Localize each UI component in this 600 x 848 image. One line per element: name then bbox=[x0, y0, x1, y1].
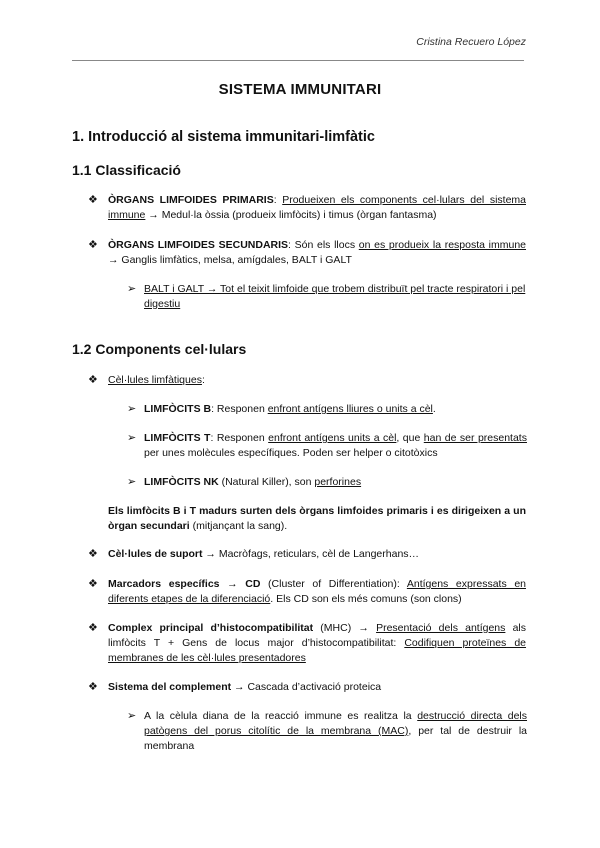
arrow-bullet-icon: ➢ bbox=[127, 432, 137, 444]
diamond-bullet-icon: ❖ bbox=[88, 374, 98, 386]
sub-item-lymphocytes-t: LIMFÒCITS T: Responen enfront antígens units a cèl, que han de ser presentats per unes molècules específiques. Poden ser helper o citotòxics bbox=[144, 432, 527, 459]
sub-item-lymphocytes-nk: LIMFÒCITS NK (Natural Killer), son perforines bbox=[144, 476, 362, 488]
list-item-mhc: Complex principal d’histocompatibilitat (MHC) → Presentació dels antígens als limfòcits T + Gens de locus major d’histocompatibilitat: Codifiquen proteïnes de membranes de les cèl·lules presentadores bbox=[108, 622, 527, 664]
arrow-bullet-icon: ➢ bbox=[127, 403, 137, 415]
list-item-primary-organs: ÒRGANS LIMFOIDES PRIMARIS: Produeixen els components cel·lulars del sistema immune → Medul·la òssia (produeix limfòcits) i timus (òrgan fantasma) bbox=[108, 194, 526, 221]
diamond-bullet-icon: ❖ bbox=[88, 622, 98, 634]
section-1-1-heading: 1.1 Classificació bbox=[72, 162, 181, 178]
diamond-bullet-icon: ❖ bbox=[88, 578, 98, 590]
sub-item-lymphocytes-b: LIMFÒCITS B: Responen enfront antígens lliures o units a cèl. bbox=[144, 403, 436, 415]
list-item-complement-system: Sistema del complement → Cascada d’activació proteica bbox=[108, 681, 382, 693]
list-item-lymphatic-cells: Cèl·lules limfàtiques: bbox=[108, 374, 205, 386]
header-rule bbox=[72, 60, 524, 61]
diamond-bullet-icon: ❖ bbox=[88, 194, 98, 206]
arrow-bullet-icon: ➢ bbox=[127, 710, 137, 722]
list-item-support-cells: Cèl·lules de suport → Macròfags, reticulars, cèl de Langerhans… bbox=[108, 548, 420, 560]
list-item-cd-markers: Marcadors específics → CD (Cluster of Differentiation): Antígens expressats en diferents etapes de la diferenciació. Els CD son els més comuns (son clons) bbox=[108, 578, 526, 605]
term: ÒRGANS LIMFOIDES SECUNDARIS bbox=[108, 239, 289, 251]
author-name: Cristina Recuero López bbox=[416, 36, 526, 48]
arrow-bullet-icon: ➢ bbox=[127, 283, 137, 295]
lymphocyte-maturation-note: Els limfòcits B i T madurs surten dels òrgans limfoides primaris i es dirigeixen a un òrgan secundari (mitjançant la sang). bbox=[108, 505, 526, 532]
sub-item-complement-mac: A la cèlula diana de la reacció immune es realitza la destrucció directa dels patògens del porus citolític de la membrana (MAC), per tal de destruir la membrana bbox=[144, 710, 528, 752]
sub-item-balt-galt: BALT i GALT → Tot el teixit limfoide que trobem distribuït pel tracte respiratori i pel digestiu bbox=[144, 283, 526, 310]
term: ÒRGANS LIMFOIDES PRIMARIS bbox=[108, 194, 274, 206]
page-title: SISTEMA IMMUNITARI bbox=[218, 81, 382, 98]
section-1-2-heading: 1.2 Components cel·lulars bbox=[72, 341, 247, 357]
diamond-bullet-icon: ❖ bbox=[88, 548, 98, 560]
list-item-secondary-organs: ÒRGANS LIMFOIDES SECUNDARIS: Són els llocs on es produeix la resposta immune → Ganglis limfàtics, melsa, amígdales, BALT i GALT bbox=[108, 239, 527, 266]
diamond-bullet-icon: ❖ bbox=[88, 239, 98, 251]
section-1-heading: 1. Introducció al sistema immunitari-limfàtic bbox=[72, 129, 375, 145]
diamond-bullet-icon: ❖ bbox=[88, 681, 98, 693]
arrow-bullet-icon: ➢ bbox=[127, 476, 137, 488]
